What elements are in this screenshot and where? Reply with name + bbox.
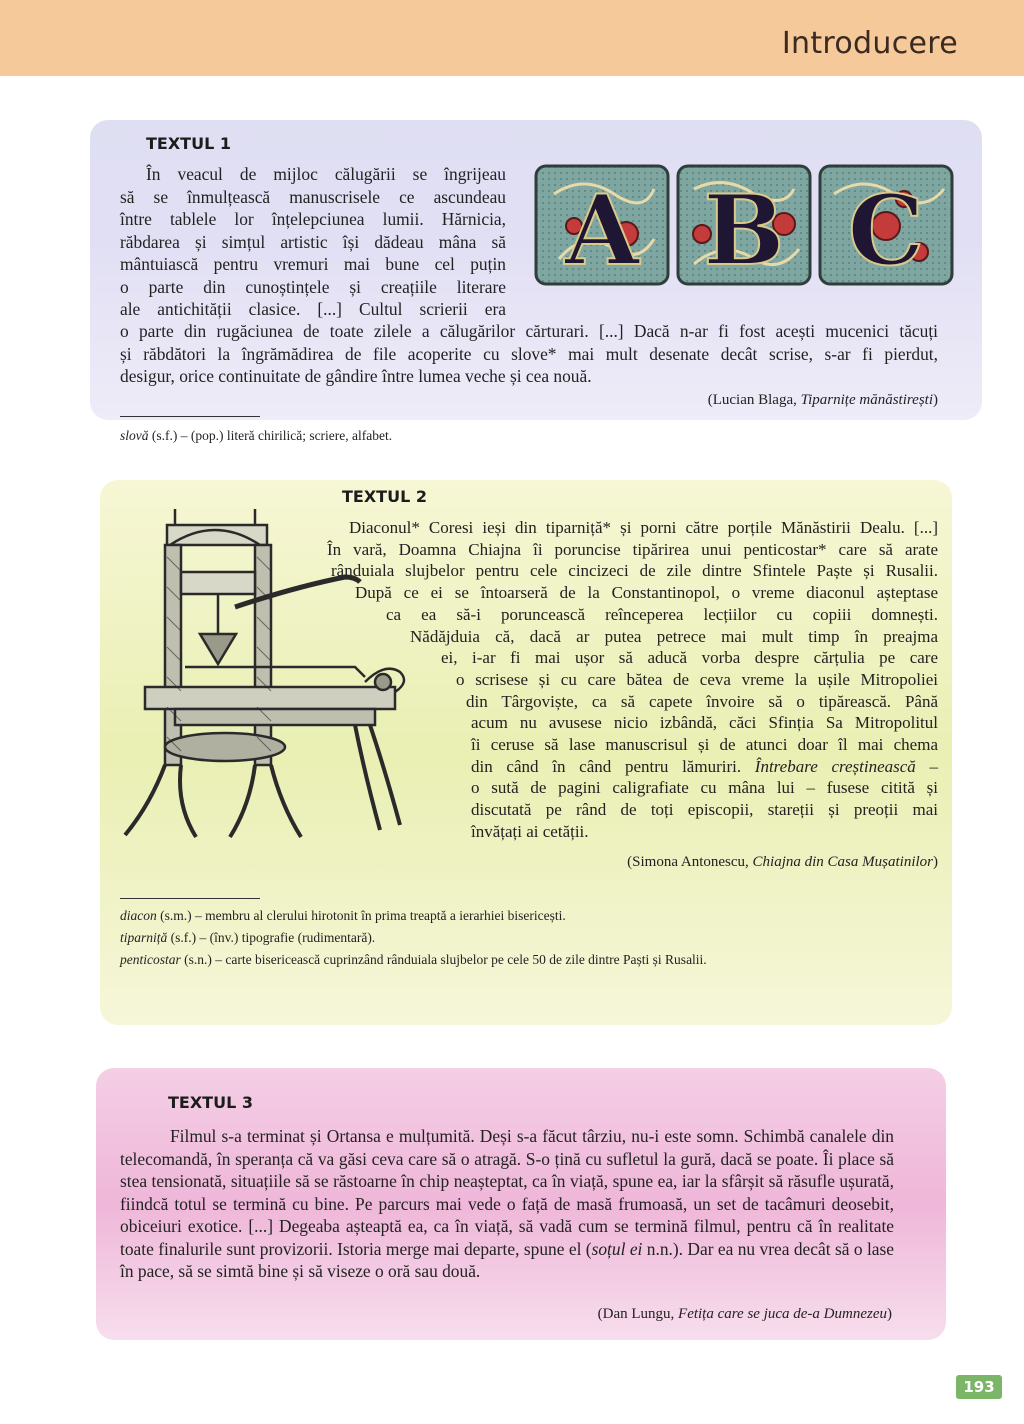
text3-source: (Dan Lungu, Fetița care se juca de-a Dumnezeu) [597, 1306, 892, 1322]
footnote-tiparnita: tiparniță (s.f.) – (înv.) tipografie (rudimentară). [120, 930, 376, 945]
text2-title: TEXTUL 2 [342, 487, 427, 506]
illuminated-abc-illustration [534, 164, 954, 288]
text1-line: mântuiască pentru vremuri mai bune cel puțin [120, 254, 506, 274]
text2-line: După ce ei se întoarseră de la Constantinopol, o vreme diaconul așteptase [355, 583, 938, 603]
text2-line-with-italic: din când în când pentru lămuriri. Întrebare creștinească – [471, 756, 938, 776]
text2-line: În vară, Doamna Chiajna îi poruncise tipărirea unui penticostar* care să arate [327, 539, 938, 559]
text2-line: o sută de pagini caligrafiate cu mâna lui – fusese citită și [471, 778, 938, 798]
text1-line: să se înmulțească manuscrisele ce ascundeau [120, 186, 506, 207]
text1-wrapped-paragraph [120, 163, 506, 321]
letter-b: B [703, 174, 785, 287]
text1-line: desigur, orice continuitate de gândire între lumea veche și cea nouă. [120, 366, 592, 386]
text2-line: acum nu avusese nicio izbândă, căci Sfinția Sa Mitropolitul [471, 713, 938, 733]
text1-footnote: slovă (s.f.) – (pop.) literă chirilică; scriere, alfabet. [120, 428, 393, 443]
text2-line: ca ea să-i poruncească reînceperea lecțiilor cu copiii domnești. [386, 604, 938, 624]
text1-title: TEXTUL 1 [146, 134, 231, 153]
text1-line: răbdarea și simțul artistic își dădeau mâna să [120, 231, 506, 252]
footnote-divider [120, 416, 260, 417]
footnote-penticostar: penticostar (s.n.) – carte bisericească cuprinzând rânduiala slujbelor pe cele 50 de zile dintre Paști și Rusalii. [120, 952, 707, 967]
text1-line: o parte din cunoștințele și creațiile literare [120, 276, 506, 297]
text1-line: și răbdători la îngrămădirea de file acoperite cu slove* mai mult desenate decât scrise, s-ar fi pierdut, [120, 343, 938, 364]
footnote-divider [120, 898, 260, 899]
text2-line: din Târgoviște, ca să capete învoire să o tipărească. Până [466, 691, 938, 711]
letter-a: A [564, 174, 640, 287]
text1-line: ale antichității clasice. [...] Cultul scrierii era [120, 299, 506, 319]
printing-press-illustration [115, 497, 415, 847]
page-number: 193 [956, 1375, 1002, 1399]
text2-footnotes [120, 905, 707, 971]
text1-line: În veacul de mijloc călugării se îngrijeau [146, 164, 506, 184]
text1-line: o parte din rugăciunea de toate zilele a călugărilor cărturari. [...] Dacă n-ar fi fost acești mucenici tăcuți [120, 321, 938, 341]
text2-line: îi ceruse să lase manuscrisul și de atunci doar îl mai chema [471, 735, 938, 755]
text2-line: Diaconul* Coresi ieși din tiparniță* și porni către porțile Mănăstirii Dealu. [...] [349, 518, 938, 537]
text2-line: ei, i-ar fi mai ușor să aducă vorba despre cărțulia pe care [441, 648, 938, 668]
text2-line: discutată pe rând de toți episcopii, stareții și preoții mai [471, 800, 938, 820]
text2-source: (Simona Antonescu, Chiajna din Casa Mușatinilor) [627, 854, 938, 870]
text1-full-paragraph [120, 320, 938, 388]
text2-line: o scrisese și cu care bătea de ceva vreme la ușile Mitropoliei [456, 669, 938, 689]
footnote-diacon: diacon (s.m.) – membru al clerului hirotonit în prima treaptă a ierarhiei bisericești. [120, 908, 566, 923]
text2-line: rânduiala slujbelor pentru cele cincizeci de zile dintre Sfintele Paște și Rusalii. [331, 561, 938, 581]
letter-c: C [847, 174, 925, 287]
text1-source: (Lucian Blaga, Tiparnițe mănăstirești) [707, 392, 938, 408]
text3-paragraph: Filmul s-a terminat și Ortansa e mulțumită. Deși s-a făcut târziu, nu-i este somn. Schimbă canalele din telecomandă, în speranța că va găsi ceva care să o atragă. S-o țină cu sufletul la gură, dacă se poate. Îi place să stea tensionată, situațiile să se răstoarne în chip neașteptat, ca în viață, spune ea, iar la sfârșit să răsufle ușurată, fiindcă totul se termină cu bine. Pe parcurs mai vede o față de masă frumoasă, un set de tacâmuri deosebit, obiceiuri exotice. [...] Degeaba așteaptă ea, ca în viață, să vadă cum se termină filmul, pentru că în realitate toate finalurile sunt provizorii. Istoria merge mai departe, spune el (soțul ei n.n.). Dar ea nu vrea decât să o lase în pace, să se simtă bine și să viseze o oră sau două. [120, 1126, 894, 1281]
text2-line: învățați ai cetății. [471, 821, 589, 841]
text1-line: între tablele lor înțelepciunea lumii. Hărnicia, [120, 209, 506, 229]
text3-title: TEXTUL 3 [168, 1093, 253, 1112]
text2-line: Nădăjduia că, dacă ar putea petrece mai mult timp în preajma [410, 626, 938, 646]
chapter-title: Introducere [781, 26, 958, 61]
